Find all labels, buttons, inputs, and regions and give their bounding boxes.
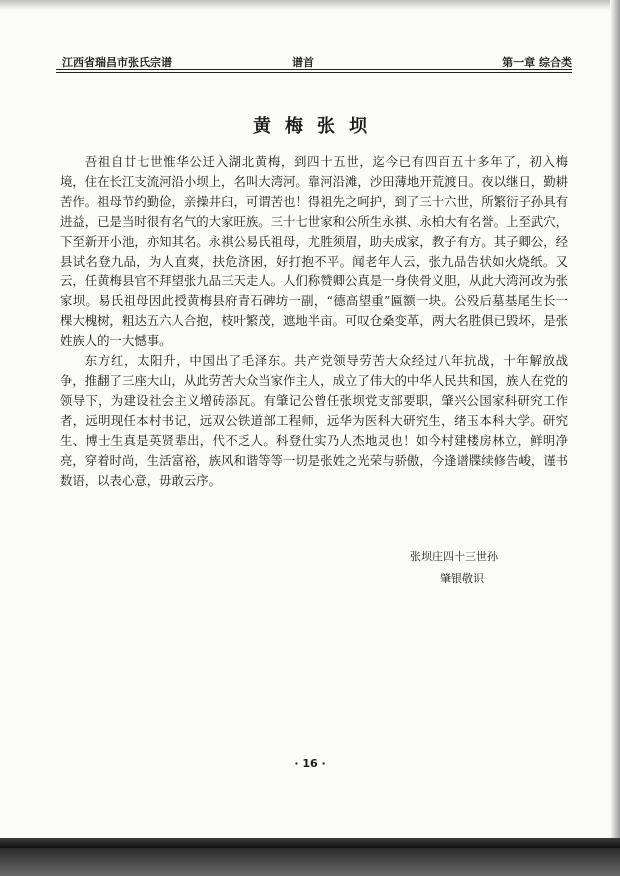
running-header — [56, 50, 572, 70]
body-paragraph: 吾祖自廿七世惟华公迁入湖北黄梅，到四十五世，迄今已有四百五十多年了，初入梅境，住在长江支流河沿小坝上，名叫大湾河。靠河沿滩，沙田薄地开荒渡日。夜以继日，勤耕苦作。祖母节约勤俭，亲操井臼，可谓苦也！得祖先之呵护，到了三十六世，所繁衍子孙具有进益，已是当时很有名气的大家旺族。三十七世家和公所生永祺、永柏大有名誉。上至武穴，下至新开小池，亦知其名。永祺公易氏祖母，尤胜须眉，助夫成家，教子有方。其子卿公，经县试名登九品，为人直爽，扶危济困，好打抱不平。闻老年人云，张九品告状如火烧纸。又云，任黄梅县官不拜望张九品三天走人。人们称赞卿公真是一身侠骨义胆，从此大湾河改为张家坝。易氏祖母因此授黄梅县府青石碑坊一副，“德高望重”匾额一块。公殁后墓基尾生长一棵大槐树，粗达五六人合抱，枝叶繁茂，遮地半亩。可叹仓桑变革，两大名胜俱已毁坏，是张姓族人的一大憾事。 — [60, 154, 569, 349]
signature-author-name: 肇银敬识 — [440, 572, 484, 585]
signature-block — [400, 546, 560, 590]
scan-shadow-top — [0, 0, 620, 10]
header-chapter: 第一章 综合类 — [502, 56, 572, 69]
signature-author-title: 张坝庄四十三世孙 — [410, 550, 498, 563]
scan-border-bottom — [0, 838, 620, 848]
header-book-title: 江西省瑞昌市张氏宗谱 — [62, 56, 172, 69]
header-section: 谱首 — [292, 56, 314, 69]
article-body — [60, 152, 568, 490]
body-paragraph: 东方红，太阳升，中国出了毛泽东。共产党领导劳苦大众经过八年抗战，十年解放战争，推翻了三座大山，从此劳苦大众当家作主人，成立了伟大的中华人民共和国，族人在党的领导下，为建设社会主义增砖添瓦。有肇记公曾任张坝党支部要职，肇兴公国家科研究工作者，远明现任本村书记，远双公铁道部工程师，远华为医科大研究生，绪玉本科大学。研究生、博士生真是英贤辈出，代不乏人。科登仕实乃人杰地灵也！如今村建楼房林立，鲜明净亮，穿着时尚，生活富裕，族风和谐等等一切是张姓之光荣与骄傲，今逢谱牒续修告峻，谨书数语，以表心意，毋敢云序。 — [60, 353, 569, 488]
header-rule — [56, 69, 572, 70]
page-number: · 16 · — [294, 757, 326, 770]
header-rule-secondary — [56, 72, 572, 73]
scan-border-bottom-shadow — [0, 848, 620, 876]
article-title: 黄梅张坝 — [253, 116, 381, 137]
